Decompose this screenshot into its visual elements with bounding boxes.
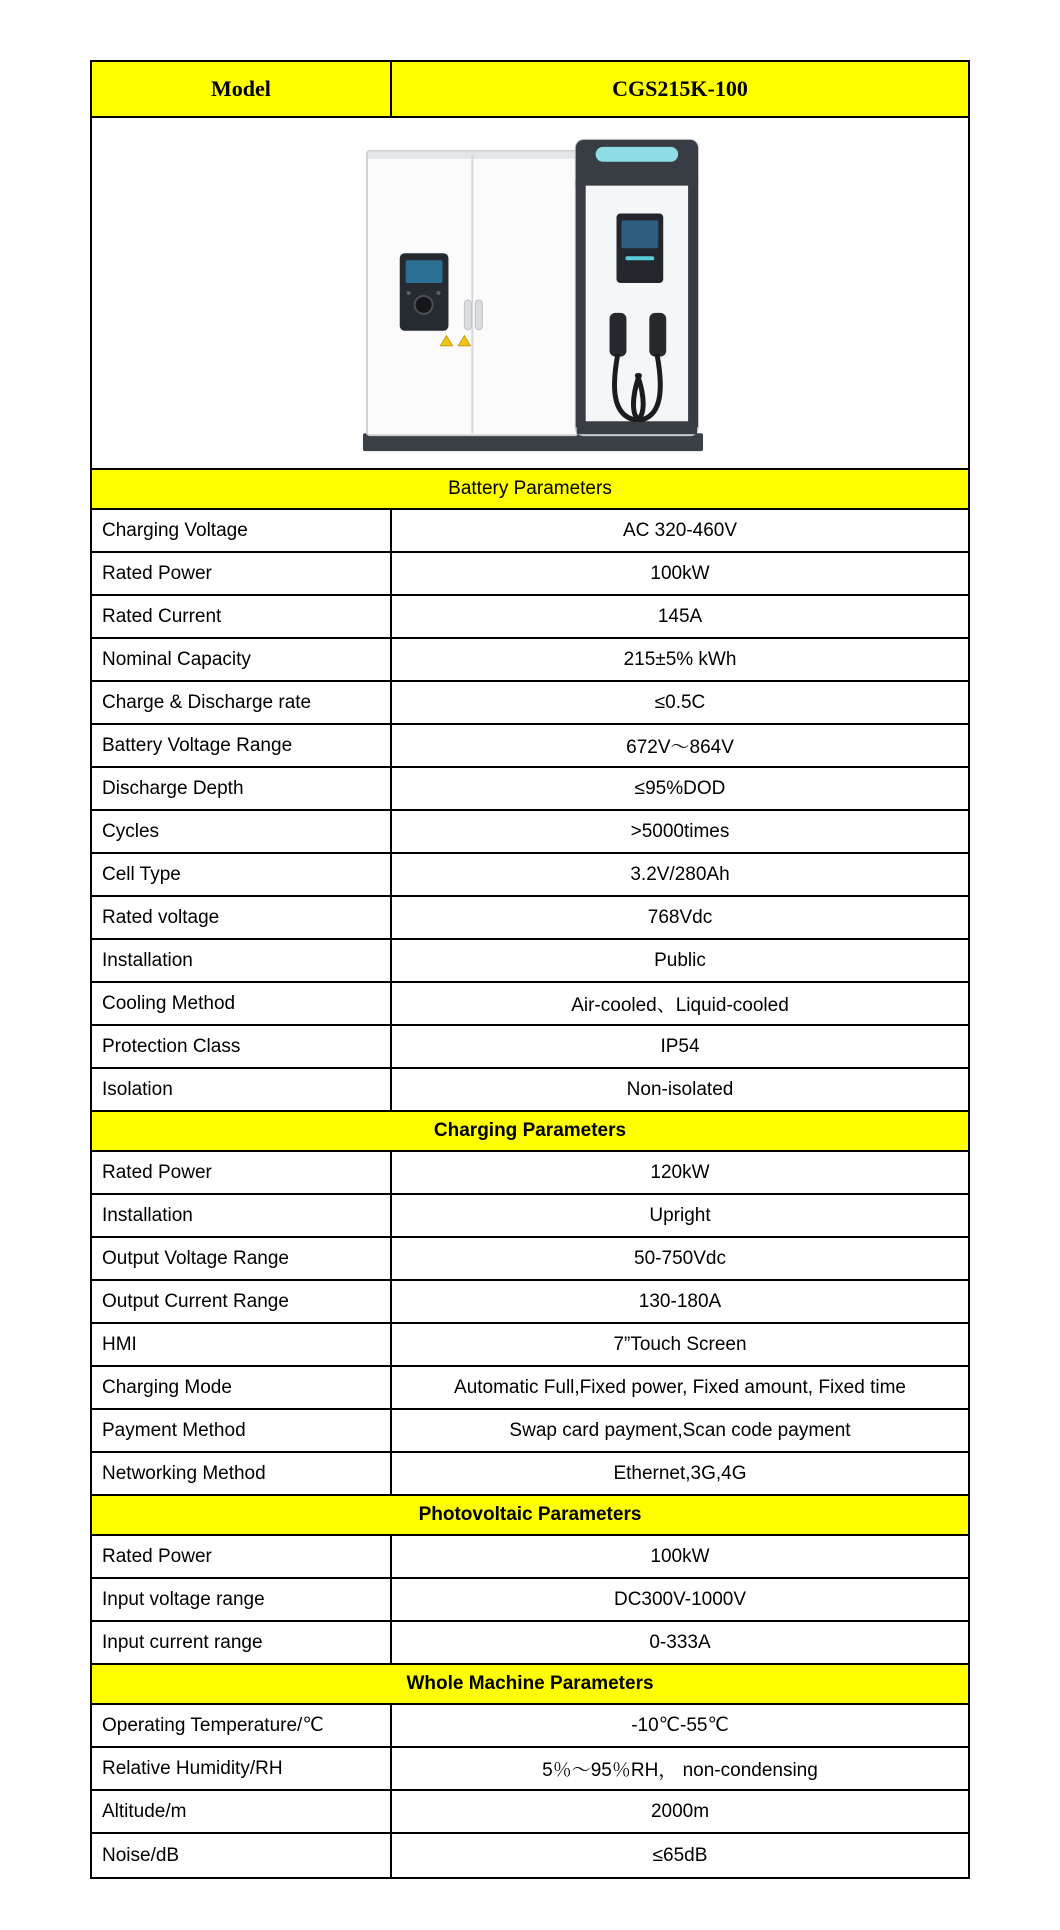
charging-gun — [610, 313, 627, 357]
spec-label: Cell Type — [92, 854, 392, 895]
charging-gun — [649, 313, 666, 357]
door-handle — [475, 300, 482, 330]
table-row — [92, 854, 968, 897]
spec-value: Upright — [649, 1204, 711, 1226]
spec-value: Automatic Full,Fixed power, Fixed amount, Fixed time — [454, 1376, 906, 1398]
spec-value: 768Vdc — [647, 906, 713, 928]
table-row — [92, 811, 968, 854]
spec-value: Air-cooled、Liquid-cooled — [571, 995, 789, 1016]
spec-label: Cycles — [92, 811, 392, 852]
spec-value: IP54 — [660, 1035, 700, 1057]
spec-value: 5％～95％RH， non-condensing — [542, 1760, 818, 1781]
table-row — [92, 1791, 968, 1834]
spec-label: Charge & Discharge rate — [92, 682, 392, 723]
table-row — [92, 768, 968, 811]
spec-label: Isolation — [92, 1069, 392, 1110]
table-row — [92, 1536, 968, 1579]
charging-station-product-image — [92, 119, 968, 467]
spec-table — [90, 60, 970, 1879]
spec-label: Rated voltage — [92, 897, 392, 938]
spec-label: Rated Power — [92, 553, 392, 594]
spec-value: 50-750Vdc — [634, 1247, 726, 1269]
table-row — [92, 1238, 968, 1281]
spec-value: Public — [654, 949, 706, 971]
spec-value: Swap card payment,Scan code payment — [509, 1419, 851, 1441]
section-header: Charging Parameters — [92, 1112, 968, 1152]
spec-label: Nominal Capacity — [92, 639, 392, 680]
spec-label: Battery Voltage Range — [92, 725, 392, 766]
door-handle — [464, 300, 471, 330]
spec-label: Rated Power — [92, 1536, 392, 1577]
spec-label: Noise/dB — [92, 1834, 392, 1877]
spec-value: 672V～864V — [626, 737, 734, 758]
spec-value: Non-isolated — [626, 1078, 734, 1100]
table-header-row — [92, 62, 968, 118]
table-row — [92, 1410, 968, 1453]
section-header: Photovoltaic Parameters — [92, 1496, 968, 1536]
spec-value: ≤95%DOD — [634, 777, 726, 799]
spec-label: Charging Mode — [92, 1367, 392, 1408]
spec-label: Input current range — [92, 1622, 392, 1663]
table-row — [92, 1152, 968, 1195]
table-row — [92, 1453, 968, 1496]
spec-value: 7”Touch Screen — [613, 1333, 747, 1355]
spec-value: 145A — [657, 605, 703, 627]
battery-cabinet — [367, 151, 578, 435]
spec-label: HMI — [92, 1324, 392, 1365]
cabinet-screen — [400, 253, 449, 331]
table-row — [92, 639, 968, 682]
spec-label: Discharge Depth — [92, 768, 392, 809]
spec-label: Networking Method — [92, 1453, 392, 1494]
table-row — [92, 1748, 968, 1791]
spec-label: Payment Method — [92, 1410, 392, 1451]
product-image-row — [92, 118, 968, 470]
table-row — [92, 1367, 968, 1410]
table-row — [92, 897, 968, 940]
spec-label: Protection Class — [92, 1026, 392, 1067]
model-value: CGS215K-100 — [612, 76, 748, 101]
spec-value: 130-180A — [638, 1290, 722, 1312]
spec-value: 0-333A — [649, 1631, 711, 1653]
spec-table-sections — [92, 470, 968, 1877]
spec-value: 100kW — [650, 1545, 710, 1567]
spec-value: ≤65dB — [652, 1844, 708, 1866]
spec-label: Input voltage range — [92, 1579, 392, 1620]
table-row — [92, 1069, 968, 1112]
section-header: Battery Parameters — [92, 470, 968, 510]
table-row — [92, 1834, 968, 1877]
top-handle — [596, 147, 679, 162]
table-row — [92, 553, 968, 596]
table-row — [92, 983, 968, 1026]
spec-value: 215±5% kWh — [623, 648, 737, 670]
spec-label: Installation — [92, 1195, 392, 1236]
table-row — [92, 940, 968, 983]
section-header: Whole Machine Parameters — [92, 1665, 968, 1705]
model-label: Model — [92, 62, 392, 116]
table-row — [92, 1324, 968, 1367]
spec-value: Ethernet,3G,4G — [613, 1462, 747, 1484]
charging-dispenser — [576, 140, 698, 435]
table-row — [92, 1195, 968, 1238]
spec-label: Installation — [92, 940, 392, 981]
spec-value: 2000m — [650, 1800, 710, 1822]
spec-label: Rated Current — [92, 596, 392, 637]
table-row — [92, 1026, 968, 1069]
spec-value: ≤0.5C — [654, 691, 706, 713]
table-row — [92, 725, 968, 768]
table-row — [92, 1579, 968, 1622]
spec-value: DC300V-1000V — [613, 1588, 747, 1610]
spec-label: Output Voltage Range — [92, 1238, 392, 1279]
table-row — [92, 1622, 968, 1665]
spec-label: Charging Voltage — [92, 510, 392, 551]
table-row — [92, 1705, 968, 1748]
spec-label: Relative Humidity/RH — [92, 1748, 392, 1789]
spec-label: Altitude/m — [92, 1791, 392, 1832]
spec-label: Operating Temperature/℃ — [92, 1705, 392, 1746]
table-row — [92, 510, 968, 553]
spec-label: Output Current Range — [92, 1281, 392, 1322]
spec-value: 100kW — [650, 562, 710, 584]
spec-label: Rated Power — [92, 1152, 392, 1193]
spec-value: 120kW — [650, 1161, 710, 1183]
spec-value: >5000times — [630, 820, 730, 842]
dispenser-screen — [617, 213, 664, 283]
spec-value: -10℃-55℃ — [631, 1715, 729, 1736]
spec-label: Cooling Method — [92, 983, 392, 1024]
spec-value: AC 320-460V — [622, 519, 738, 541]
table-row — [92, 1281, 968, 1324]
spec-value: 3.2V/280Ah — [630, 863, 730, 885]
table-row — [92, 682, 968, 725]
table-row — [92, 596, 968, 639]
